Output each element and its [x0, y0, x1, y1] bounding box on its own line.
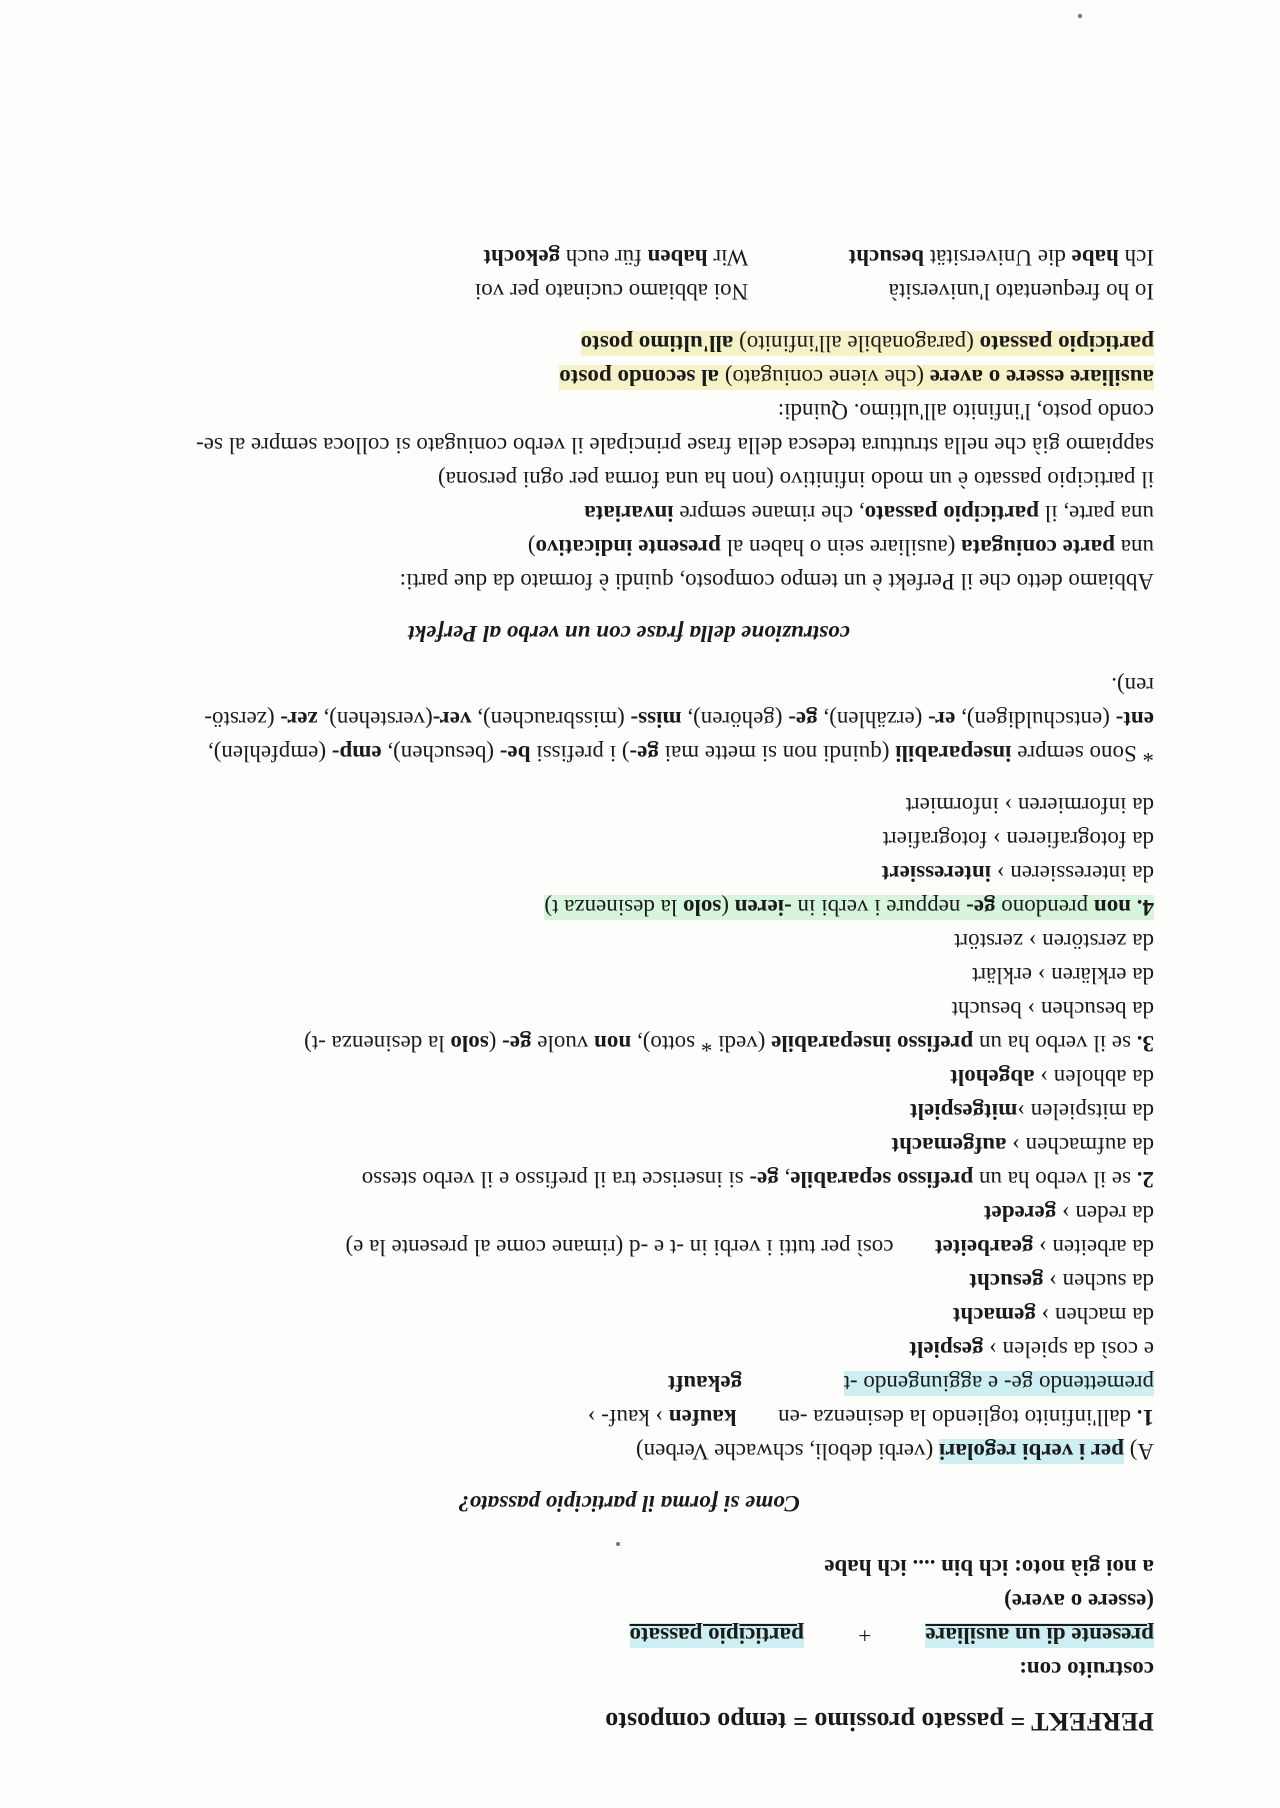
rule-text: dall'infinito togliendo la desinenza -en — [778, 1405, 1131, 1430]
example-row — [104, 1128, 1154, 1162]
para-text: una parte, il — [1039, 501, 1154, 526]
rule-text: vuole — [531, 1031, 595, 1056]
example-prefix: da reden › — [1062, 1201, 1154, 1226]
note-text: (empfehlen), — [207, 741, 332, 766]
example-de-verb: habe — [1071, 245, 1119, 270]
paragraph-line: sappiamo già che nella struttura tedesca della frase principale il verbo coniugato si colloca sempre al se- — [196, 433, 1154, 458]
rule-term: solo — [450, 1031, 489, 1056]
note-text: (missbrauchen), — [471, 707, 631, 732]
note-text: * Sono sempre — [1011, 741, 1154, 766]
aux-term: presente di un ausiliare — [925, 1623, 1154, 1648]
paragraph-line — [104, 496, 1154, 530]
plus-sign: + — [858, 1623, 872, 1648]
rule-1-line-2 — [104, 1366, 1154, 1400]
inseparable-note-line-2 — [104, 702, 1154, 736]
note-text: (besuchen), — [381, 741, 500, 766]
rule-term: prefisso separabile — [790, 1167, 974, 1192]
note-text: (verstehen), — [317, 707, 433, 732]
example-sentence-it: Io ho frequentato l'università — [888, 279, 1154, 304]
inseparable-note — [104, 736, 1154, 770]
paragraph-line — [104, 530, 1154, 564]
rule-number: 1. — [1136, 1405, 1154, 1430]
example-row — [104, 1196, 1154, 1230]
note-text: (gehören), — [681, 707, 789, 732]
example-row — [104, 788, 1154, 822]
example-row — [104, 856, 1154, 890]
paragraph-line: condo posto, l'infinito all'ultimo. Quindi: — [777, 399, 1154, 424]
rule-number: 2. — [1136, 1167, 1154, 1192]
paragraph-line — [104, 326, 1154, 360]
para-text: una — [1115, 535, 1154, 560]
rule-term: solo — [682, 895, 722, 920]
page-content — [104, 240, 1154, 1738]
rule-4 — [104, 890, 1154, 924]
paragraph-line: il participio passato è un modo infinitivo (non ha una forma per ogni persona) — [437, 467, 1154, 492]
note-term: ent- — [1115, 707, 1154, 732]
rule-text: ( — [488, 1031, 503, 1056]
para-text: ) — [527, 535, 536, 560]
note-term: miss- — [630, 707, 682, 732]
rule-highlight: premettendo ge- e aggiungendo -t — [843, 1371, 1154, 1396]
note-term: inseparabili — [895, 741, 1012, 766]
rule-term: prefisso inseparabile — [771, 1031, 974, 1056]
para-term: ausiliare essere o avere — [929, 365, 1154, 390]
example-gekauft: gekauft — [667, 1371, 743, 1396]
para-text: , che rimane sempre — [673, 501, 865, 526]
example-de-verb: haben — [647, 245, 708, 270]
example-prefix: da suchen › — [1049, 1269, 1154, 1294]
example-participle: geredet — [983, 1201, 1057, 1226]
note-text: (quindi non si mette mai — [658, 741, 896, 766]
rule-text: prendono — [995, 895, 1094, 920]
rule-text: neppure i verbi in — [791, 895, 967, 920]
rule-3 — [104, 1026, 1154, 1060]
example-row: da besuchen › besucht — [951, 997, 1154, 1022]
rule-text: la desinenza -t) — [304, 1031, 451, 1056]
example-row — [104, 1298, 1154, 1332]
rule-text: t) — [544, 895, 559, 920]
example-participle: gespielt — [909, 1337, 984, 1362]
rule-text: la desinenza — [558, 895, 683, 920]
example-row — [104, 1264, 1154, 1298]
rule-text: si inserisce tra il prefisso e il verbo stesso — [361, 1167, 750, 1192]
section-heading-participle: Come si forma il participio passato? — [458, 1491, 800, 1516]
example-de-text: Wir — [707, 245, 749, 270]
para-term: all'ultimo posto — [580, 331, 734, 356]
aux-note: (essere o avere) — [1004, 1589, 1154, 1614]
example-row — [104, 1332, 1154, 1366]
example-sentences-german — [104, 240, 1154, 274]
example-de-participle: gekocht — [483, 245, 561, 270]
rule-term: -ieren — [734, 895, 792, 920]
para-text: (paragonabile all'infinito) — [733, 331, 980, 356]
para-term: parte coniugata — [961, 535, 1116, 560]
rule-number: 4. — [1136, 895, 1154, 920]
example-sentences-italian — [104, 274, 1154, 308]
para-term: participio passato — [979, 331, 1154, 356]
example-participle: gesucht — [969, 1269, 1044, 1294]
example-prefix: da informieren › — [1004, 793, 1154, 818]
regular-verbs-intro — [104, 1434, 1154, 1468]
scan-speck — [1078, 14, 1082, 18]
example-kauf: › kauf- › — [587, 1405, 669, 1430]
example-prefix: da aufmachen › — [1012, 1133, 1154, 1158]
note-term: ge- — [629, 741, 659, 766]
note-term: ge- — [788, 707, 818, 732]
example-row — [104, 1060, 1154, 1094]
note-text: (zerstö- — [204, 707, 281, 732]
para-text: (ausiliare sein o haben al — [720, 535, 962, 560]
example-participle: abgeholt — [950, 1065, 1035, 1090]
note-text: (erzählen), — [817, 707, 929, 732]
example-kaufen: kaufen — [668, 1405, 737, 1430]
paragraph-line — [104, 360, 1154, 394]
rule-text: ( — [721, 895, 735, 920]
example-prefix: da interessieren › — [996, 861, 1154, 886]
rule-text: (vedi * sotto), — [631, 1031, 772, 1056]
rule-term: non — [594, 1031, 632, 1056]
note-term: er- — [928, 707, 956, 732]
para-term: al secondo posto — [559, 365, 720, 390]
note-text: ) i prefissi — [530, 741, 630, 766]
rule-term: non — [1093, 895, 1131, 920]
example-row: da zerstören › zerstört — [954, 929, 1154, 954]
example-row — [104, 1094, 1154, 1128]
rule-text: , — [778, 1167, 791, 1192]
example-de-text: für euch — [560, 245, 648, 270]
example-prefix: da fotografieren › — [993, 827, 1154, 852]
construction-formula — [104, 1618, 1154, 1652]
rule-term: ge- — [502, 1031, 532, 1056]
example-row: da erklären › erklärt — [972, 963, 1154, 988]
note-text: (entschuldigen), — [955, 707, 1116, 732]
example-de-participle: besucht — [848, 245, 925, 270]
note-term: zer- — [280, 707, 318, 732]
example-prefix: da abholen › — [1040, 1065, 1154, 1090]
intro-rest: (verbi deboli, schwache Verben) — [636, 1439, 939, 1464]
page-title: PERFEKT = passato prossimo = tempo composto — [605, 1707, 1154, 1736]
example-prefix: da mitspielen › — [1017, 1099, 1154, 1124]
example-note: così per tutti i verbi in -t e -d (rimane come al presente la e) — [345, 1235, 894, 1260]
example-de-text: Ich — [1118, 245, 1154, 270]
note-term: ver- — [432, 707, 472, 732]
rule-term: ge- — [966, 895, 996, 920]
example-row — [104, 822, 1154, 856]
construction-label: costruito con: — [1019, 1657, 1154, 1682]
para-term: invariata — [584, 501, 674, 526]
rule-2 — [104, 1162, 1154, 1196]
rule-number: 3. — [1136, 1031, 1154, 1056]
example-row — [104, 1230, 1154, 1264]
example-participle: gemacht — [952, 1303, 1036, 1328]
example-prefix: e così da spielen › — [989, 1337, 1154, 1362]
regular-verbs-highlight: per i verbi regolari — [938, 1439, 1124, 1464]
para-term: participio passato — [864, 501, 1040, 526]
rule-text: se il verbo ha un — [973, 1031, 1131, 1056]
example-participle: gearbeitet — [934, 1235, 1034, 1260]
para-text: (che viene coniugato) — [719, 365, 930, 390]
rule-term: ge- — [749, 1167, 779, 1192]
intro-letter: A) — [1123, 1439, 1154, 1464]
rule-1 — [104, 1400, 1154, 1434]
example-participle: interessiert — [881, 861, 992, 886]
example-participle: informiert — [905, 793, 999, 818]
example-prefix: da arbeiten › — [1039, 1235, 1154, 1260]
example-participle: fotografiert — [882, 827, 988, 852]
rule-text: se il verbo ha un — [973, 1167, 1131, 1192]
section-heading-sentence: costruzione della frase con un verbo al Perfekt — [408, 621, 850, 646]
participle-term: participio passato — [629, 1623, 804, 1648]
example-de-text: die Universität — [924, 245, 1072, 270]
note-term: be- — [499, 741, 531, 766]
note-term: emp- — [331, 741, 382, 766]
scan-speck — [616, 1542, 620, 1546]
example-sentence-it: Noi abbiamo cucinato per voi — [474, 279, 749, 304]
example-participle: aufgemacht — [891, 1133, 1007, 1158]
example-prefix: da machen › — [1041, 1303, 1154, 1328]
para-term: presente indicativo — [535, 535, 721, 560]
inseparable-note-line-3: ren). — [1111, 673, 1154, 698]
paragraph-line: Abbiamo detto che il Perfekt è un tempo composto, quindi è formato da due parti: — [399, 569, 1154, 594]
example-participle: mitgespielt — [910, 1099, 1018, 1124]
known-forms: a noi già noto: ich bin .... ich habe — [824, 1555, 1154, 1580]
